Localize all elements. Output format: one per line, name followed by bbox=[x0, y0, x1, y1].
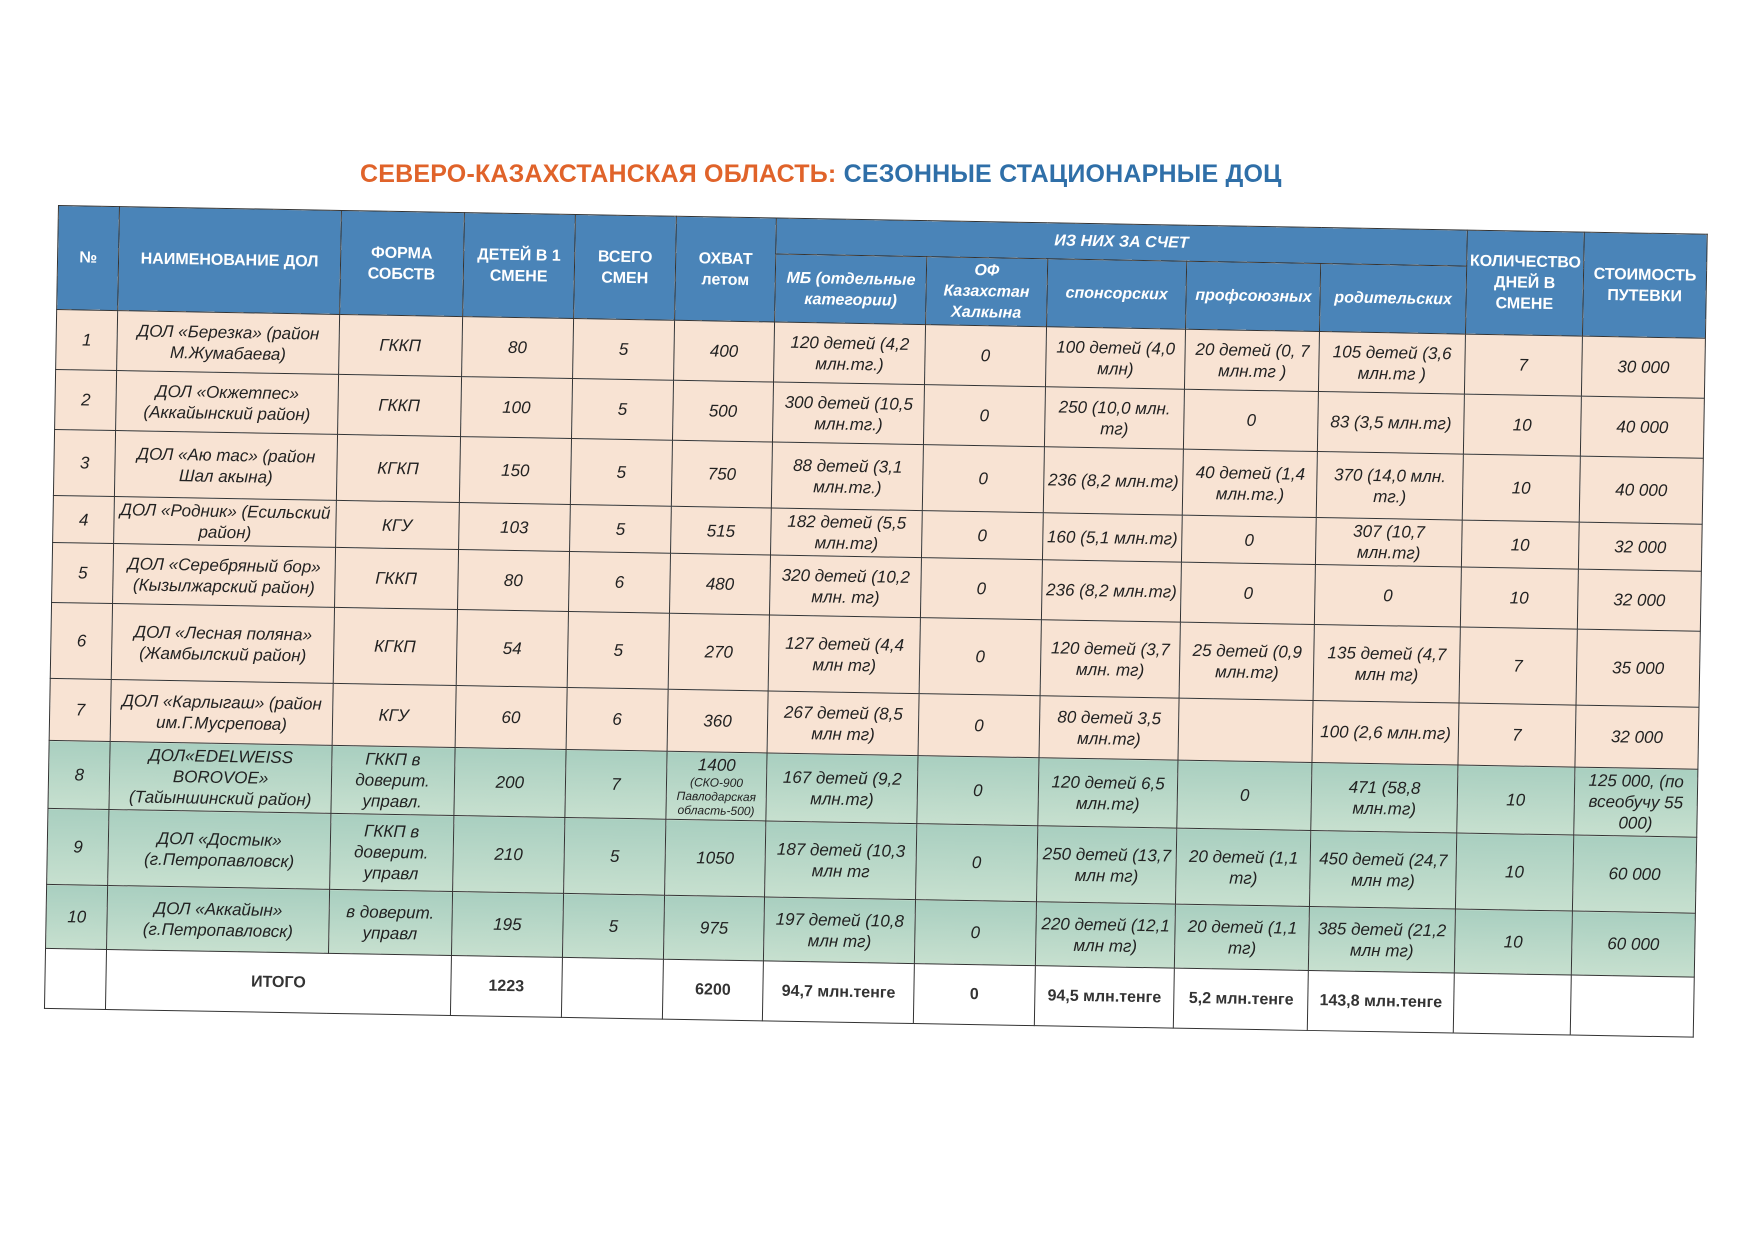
cell-shifts: 7 bbox=[565, 749, 667, 819]
cell-cost: 35 000 bbox=[1576, 629, 1700, 707]
cell-cost: 40 000 bbox=[1579, 456, 1703, 524]
cell-cost: 125 000, (по всеобучу 55 000) bbox=[1574, 767, 1698, 837]
cell-name: ДОЛ «Лесная поляна» (Жамбылский район) bbox=[112, 604, 334, 684]
cell-days: 7 bbox=[1458, 703, 1576, 767]
cell-parents: 83 (3,5 млн.тг) bbox=[1318, 392, 1464, 455]
cell-parents: 0 bbox=[1315, 565, 1461, 628]
coverage-note: (СКО-900 Павлодарская область-500) bbox=[676, 775, 757, 819]
page-title bbox=[360, 160, 1460, 189]
total-coverage: 6200 bbox=[662, 959, 764, 1021]
cell-coverage: 400 bbox=[673, 320, 775, 382]
cell-of: 0 bbox=[916, 824, 1038, 902]
cell-unions: 20 детей (1,1 тг) bbox=[1175, 904, 1310, 970]
cell-shifts: 5 bbox=[571, 439, 673, 507]
cell-sponsors: 236 (8,2 млн.тг) bbox=[1041, 560, 1182, 622]
cell-parents: 450 детей (24,7 млн тг) bbox=[1310, 830, 1457, 909]
header-name: НАИМЕНОВАНИЕ ДОЛ bbox=[118, 207, 341, 315]
cell-mb: 197 детей (10,8 млн тг) bbox=[764, 897, 916, 964]
cell-unions bbox=[1178, 698, 1313, 762]
title-region: СЕВЕРО-КАЗАХСТАНСКАЯ ОБЛАСТЬ: bbox=[360, 160, 837, 188]
header-children: ДЕТЕЙ В 1 СМЕНЕ bbox=[462, 213, 576, 319]
header-days: КОЛИЧЕСТВО ДНЕЙ В СМЕНЕ bbox=[1465, 230, 1584, 336]
cell-coverage: 500 bbox=[672, 380, 774, 442]
cell-sponsors: 100 детей (4,0 млн) bbox=[1045, 327, 1186, 389]
cell-children: 150 bbox=[459, 437, 572, 505]
cell-mb: 167 детей (9,2 млн.тг) bbox=[766, 753, 918, 824]
total-label: ИТОГО bbox=[106, 949, 451, 1015]
cell-parents: 471 (58,8 млн.тг) bbox=[1311, 762, 1457, 833]
total-cost bbox=[1570, 975, 1694, 1037]
cell-coverage: 975 bbox=[663, 895, 765, 961]
header-of: ОФ Казахстан Халкына bbox=[926, 257, 1048, 327]
cell-name: ДОЛ «Родник» (Есильский район) bbox=[114, 497, 336, 548]
cell-form: КГУ bbox=[335, 500, 459, 549]
cell-num: 10 bbox=[46, 884, 109, 949]
header-unions: профсоюзных bbox=[1186, 261, 1321, 331]
header-num: № bbox=[57, 206, 120, 311]
cell-unions: 40 детей (1,4 млн.тг.) bbox=[1183, 449, 1318, 517]
cell-name: ДОЛ «Березка» (район М.Жумабаева) bbox=[117, 311, 339, 375]
cell-coverage bbox=[666, 751, 768, 821]
header-form: ФОРМА СОБСТВ bbox=[339, 210, 464, 316]
cell-form: ГККП в доверит. управл. bbox=[331, 745, 455, 815]
cell-sponsors: 220 детей (12,1 млн тг) bbox=[1035, 902, 1176, 968]
cell-days: 10 bbox=[1460, 567, 1578, 629]
header-coverage: ОХВАТ летом bbox=[674, 216, 776, 322]
cell-sponsors: 120 детей 6,5 млн.тг) bbox=[1038, 758, 1179, 828]
cell-children: 195 bbox=[451, 891, 564, 957]
cell-sponsors: 80 детей 3,5 млн.тг) bbox=[1039, 696, 1180, 760]
cell-days: 7 bbox=[1464, 334, 1582, 396]
title-subject: СЕЗОННЫЕ СТАЦИОНАРНЫЕ ДОЦ bbox=[843, 160, 1282, 188]
cell-days: 10 bbox=[1455, 833, 1574, 911]
cell-shifts: 5 bbox=[563, 893, 665, 959]
cell-mb: 320 детей (10,2 млн. тг) bbox=[770, 555, 922, 618]
header-mb: МБ (отдельные категории) bbox=[775, 254, 927, 325]
cell-children: 103 bbox=[458, 503, 571, 552]
cell-days: 7 bbox=[1459, 627, 1578, 705]
cell-days: 10 bbox=[1463, 394, 1581, 456]
cell-parents: 307 (10,7 млн.тг) bbox=[1316, 518, 1462, 568]
cell-parents: 105 детей (3,6 млн.тг ) bbox=[1319, 332, 1465, 395]
cell-sponsors: 236 (8,2 млн.тг) bbox=[1043, 447, 1184, 515]
cell-mb: 182 детей (5,5 млн.тг) bbox=[771, 508, 923, 558]
header-sponsors: спонсорских bbox=[1046, 259, 1187, 329]
cell-unions: 0 bbox=[1184, 389, 1319, 451]
total-children: 1223 bbox=[450, 955, 563, 1017]
cell-form: ГККП в доверит. управл bbox=[329, 813, 453, 891]
cell-shifts: 5 bbox=[564, 817, 666, 895]
cell-coverage: 1050 bbox=[664, 819, 766, 897]
cell-of: 0 bbox=[919, 618, 1041, 696]
cell-name: ДОЛ «Карлыгаш» (район им.Г.Мусрепова) bbox=[111, 680, 333, 746]
header-shifts: ВСЕГО СМЕН bbox=[574, 215, 676, 321]
cell-parents: 385 детей (21,2 млн тг) bbox=[1309, 906, 1455, 973]
cell-parents: 370 (14,0 млн. тг.) bbox=[1317, 452, 1463, 521]
cell-num: 3 bbox=[53, 429, 116, 496]
total-of: 0 bbox=[913, 964, 1035, 1026]
cell-num bbox=[44, 948, 106, 1009]
cell-sponsors: 250 (10,0 млн. тг) bbox=[1044, 387, 1185, 449]
cell-unions: 0 bbox=[1181, 562, 1316, 624]
cell-children: 80 bbox=[461, 317, 574, 379]
cell-sponsors: 250 детей (13,7 млн тг) bbox=[1036, 826, 1177, 904]
cell-cost: 32 000 bbox=[1578, 522, 1702, 571]
cell-unions: 20 детей (0, 7 млн.тг ) bbox=[1185, 329, 1320, 391]
cell-name: ДОЛ «Аккайын» (г.Петропавловск) bbox=[107, 885, 329, 953]
cell-sponsors: 160 (5,1 млн.тг) bbox=[1042, 513, 1182, 562]
cell-children: 210 bbox=[452, 815, 565, 893]
cell-cost: 60 000 bbox=[1571, 911, 1695, 977]
camps-table-sheet bbox=[44, 205, 1708, 1038]
cell-days: 10 bbox=[1454, 909, 1572, 975]
cell-unions: 25 детей (0,9 млн.тг) bbox=[1179, 622, 1314, 700]
cell-num: 1 bbox=[56, 309, 118, 370]
cell-num: 6 bbox=[50, 602, 113, 679]
cell-days: 10 bbox=[1456, 765, 1574, 835]
cell-mb: 300 детей (10,5 млн.тг.) bbox=[773, 382, 925, 445]
cell-of: 0 bbox=[921, 558, 1043, 620]
camps-table bbox=[44, 205, 1708, 1038]
cell-num: 7 bbox=[49, 678, 112, 741]
cell-form: ГККП bbox=[338, 314, 462, 376]
cell-cost: 32 000 bbox=[1575, 705, 1699, 769]
cell-num: 8 bbox=[48, 740, 111, 809]
total-parents: 143,8 млн.тенге bbox=[1308, 970, 1454, 1033]
cell-form: в доверит. управл bbox=[328, 889, 452, 955]
cell-mb: 267 детей (8,5 млн тг) bbox=[767, 691, 919, 756]
cell-parents: 100 (2,6 млн.тг) bbox=[1312, 700, 1458, 765]
total-mb: 94,7 млн.тенге bbox=[763, 961, 915, 1024]
cell-of: 0 bbox=[917, 756, 1039, 826]
cell-children: 60 bbox=[455, 686, 568, 750]
cell-mb: 88 детей (3,1 млн.тг.) bbox=[772, 442, 924, 511]
cell-coverage: 360 bbox=[667, 689, 769, 753]
cell-form: КГКП bbox=[336, 434, 460, 502]
cell-children: 200 bbox=[453, 748, 566, 818]
cell-of: 0 bbox=[922, 445, 1044, 513]
total-days bbox=[1453, 973, 1571, 1035]
cell-coverage: 270 bbox=[668, 613, 770, 691]
cell-form: КГУ bbox=[332, 683, 456, 747]
cell-num: 2 bbox=[55, 369, 117, 430]
cell-coverage: 480 bbox=[669, 553, 771, 615]
total-unions: 5,2 млн.тенге bbox=[1174, 968, 1309, 1030]
cell-cost: 40 000 bbox=[1580, 396, 1704, 458]
cell-cost: 30 000 bbox=[1581, 336, 1705, 398]
cell-form: КГКП bbox=[333, 607, 457, 685]
cell-coverage: 515 bbox=[670, 506, 771, 555]
cell-children: 54 bbox=[456, 610, 569, 688]
cell-cost: 32 000 bbox=[1577, 569, 1701, 631]
cell-form: ГККП bbox=[337, 374, 461, 436]
cell-shifts: 6 bbox=[566, 687, 668, 751]
cell-name: ДОЛ «Окжетпес» (Аккайынский район) bbox=[116, 371, 338, 435]
header-parents: родительских bbox=[1320, 264, 1466, 335]
cell-num: 9 bbox=[47, 808, 110, 885]
cell-of: 0 bbox=[922, 511, 1043, 560]
cell-shifts: 5 bbox=[567, 611, 669, 689]
cell-unions: 0 bbox=[1177, 760, 1312, 830]
cell-sponsors: 120 детей (3,7 млн. тг) bbox=[1040, 620, 1181, 698]
cell-cost: 60 000 bbox=[1572, 835, 1696, 913]
cell-children: 80 bbox=[457, 550, 570, 612]
cell-mb: 187 детей (10,3 млн тг bbox=[765, 821, 917, 900]
cell-name: ДОЛ «Достык» (г.Петропавловск) bbox=[108, 809, 330, 889]
header-cost: СТОИМОСТЬ ПУТЕВКИ bbox=[1582, 232, 1707, 338]
cell-name: ДОЛ «Серебряный бор» (Кызылжарский район) bbox=[113, 544, 335, 608]
cell-of: 0 bbox=[914, 900, 1036, 966]
cell-shifts: 5 bbox=[572, 379, 674, 441]
cell-days: 10 bbox=[1462, 454, 1580, 522]
cell-of: 0 bbox=[924, 385, 1046, 447]
cell-of: 0 bbox=[925, 325, 1047, 387]
coverage-value: 1400 bbox=[697, 755, 736, 775]
cell-num: 5 bbox=[52, 542, 114, 603]
cell-mb: 127 детей (4,4 млн тг) bbox=[768, 615, 920, 694]
cell-name: ДОЛ«EDELWEISS BOROVOE» (Тайыншинский район) bbox=[109, 741, 331, 813]
total-sponsors: 94,5 млн.тенге bbox=[1034, 966, 1175, 1028]
cell-coverage: 750 bbox=[671, 440, 773, 508]
cell-of: 0 bbox=[918, 694, 1040, 758]
cell-shifts: 5 bbox=[573, 319, 675, 381]
cell-shifts: 5 bbox=[570, 504, 671, 553]
cell-children: 100 bbox=[460, 377, 573, 439]
cell-num: 4 bbox=[53, 495, 115, 543]
cell-days: 10 bbox=[1461, 520, 1579, 569]
cell-name: ДОЛ «Аю тас» (район Шал акына) bbox=[115, 431, 337, 501]
cell-unions: 0 bbox=[1182, 515, 1317, 564]
cell-mb: 120 детей (4,2 млн.тг.) bbox=[774, 322, 926, 385]
cell-unions: 20 детей (1,1 тг) bbox=[1176, 828, 1311, 906]
total-shifts bbox=[562, 957, 664, 1019]
cell-shifts: 6 bbox=[569, 551, 671, 613]
header-of-which: ИЗ НИХ ЗА СЧЕТ bbox=[776, 218, 1467, 266]
cell-form: ГККП bbox=[334, 547, 458, 609]
cell-parents: 135 детей (4,7 млн тг) bbox=[1313, 624, 1460, 703]
